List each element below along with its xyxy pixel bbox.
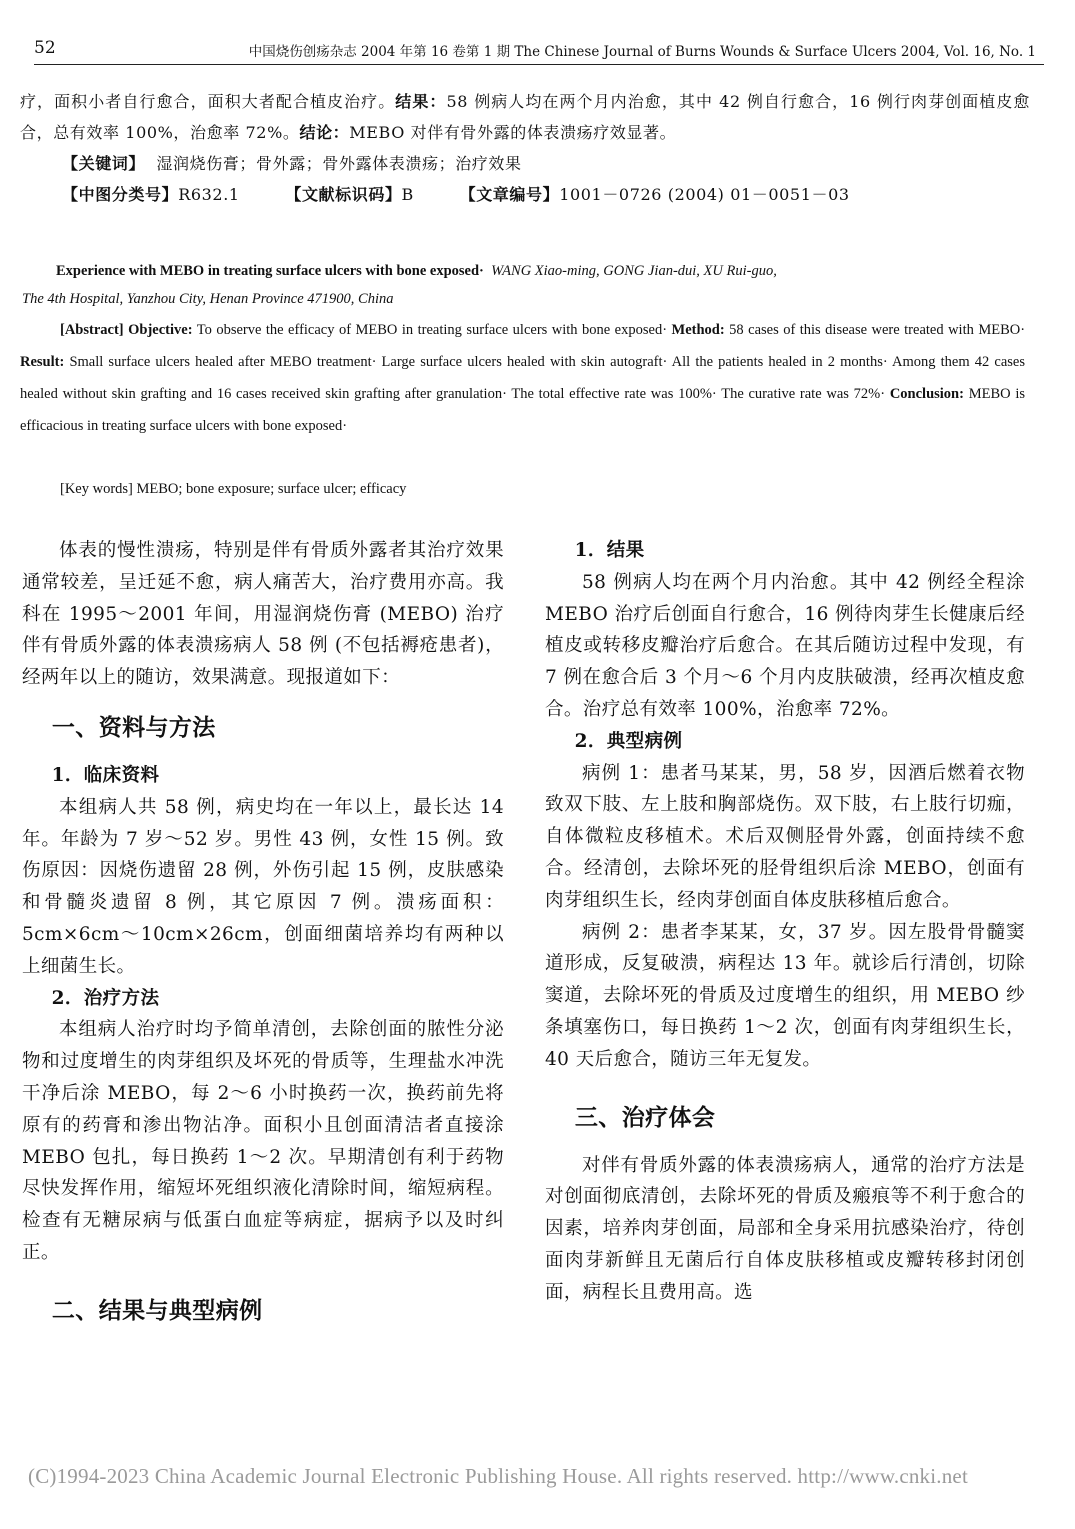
affiliation: The 4th Hospital, Yanzhou City, Henan Province 471900, China bbox=[22, 291, 394, 307]
right-column bbox=[545, 535, 1025, 1309]
english-keywords: [Key words] MEBO; bone exposure; surface ulcer; efficacy bbox=[60, 481, 407, 497]
intro-paragraph: 体表的慢性溃疡，特别是伴有骨质外露者其治疗效果通常较差，呈迁延不愈，病人痛苦大，治疗费用亦高。我科在 1995～2001 年间，用湿润烧伤膏 (MEBO) 治疗伴有骨质外露的体表溃疡病人 58 例 (不包括褥疮患者)，经两年以上的随访，效果满意。现报道如下： bbox=[22, 540, 504, 689]
subsection-results: 1．结果 bbox=[574, 540, 645, 561]
page-number: 52 bbox=[34, 38, 56, 58]
subsection-clinical-data: 1．临床资料 bbox=[51, 764, 160, 786]
clinical-data-paragraph: 本组病人共 58 例，病史均在一年以上，最长达 14 年。年龄为 7 岁～52 岁。男性 43 例，女性 15 例。致伤原因：因烧伤遗留 28 例，外伤引起 15 例，皮肤感染和骨髓炎遗留 8 例，其它原因 7 例。溃疡面积：5cm×6cm～10cm×26cm，创面细菌培养均有两种以上细菌生长。 bbox=[22, 796, 504, 977]
case-1-paragraph: 病例 1：患者马某某，男，58 岁，因酒后燃着衣物致双下肢、左上肢和胸部烧伤。双下肢，右上肢行切痂，自体微粒皮移植术。术后双侧胫骨外露，创面持续不愈合。经清创，去除坏死的胫骨组织后涂 MEBO，创面有肉芽组织生长，经肉芽创面自体皮肤移植后愈合。 bbox=[545, 762, 1025, 911]
conclusion-label: 结论： bbox=[299, 123, 350, 142]
section-3-heading: 三、治疗体会 bbox=[574, 1103, 716, 1131]
section-2-heading: 二、结果与典型病例 bbox=[51, 1296, 263, 1324]
left-column bbox=[22, 535, 504, 1343]
subsection-treatment: 2．治疗方法 bbox=[51, 987, 160, 1009]
chinese-abstract bbox=[20, 86, 1030, 210]
section-1-heading: 一、资料与方法 bbox=[51, 713, 216, 741]
english-title: Experience with MEBO in treating surface ulcers with bone exposed· WANG Xiao-ming, GONG Jian-dui, XU Rui-guo, bbox=[56, 263, 777, 279]
chinese-abstract-text: 疗，面积小者自行愈合，面积大者配合植皮治疗。结果：58 例病人均在两个月内治愈，其中 42 例自行愈合，16 例行肉芽创面植皮愈合，总有效率 100%，治愈率 72%。结论：MEBO 对伴有骨外露的体表溃疡疗效显著。 bbox=[20, 92, 1030, 142]
english-abstract: [Abstract] Objective: To observe the efficacy of MEBO in treating surface ulcers with bone exposed· Method: 58 cases of this disease were treated with MEBO· Result: Small surface ulcers healed after MEBO treatment· Large surface ulcers healed with skin autograft· All the patients healed in 2 months· Among them 42 cases healed without skin grafting and 16 cases received skin grafting after granulation· The total effective rate was 100%· The curative rate was 72%· Conclusion: MEBO is efficacious in treating surface ulcers with bone exposed· bbox=[20, 322, 1026, 434]
journal-citation: 中国烧伤创疡杂志 2004 年第 16 卷第 1 期 The Chinese Journal of Burns Wounds & Surface Ulcers 2004, Vol. 16, No. 1 bbox=[248, 44, 1036, 60]
treatment-paragraph: 本组病人治疗时均予简单清创，去除创面的脓性分泌物和过度增生的肉芽组织及坏死的骨质等，生理盐水冲洗干净后涂 MEBO，每 2～6 小时换药一次，换药前先将原有的药膏和渗出物沾净。面积小且创面清洁者直接涂 MEBO 包扎，每日换药 1～2 次。早期清创有利于药物尽快发挥作用，缩短坏死组织液化清除时间，缩短病程。检查有无糖尿病与低蛋白血症等病症，据病予以及时纠正。 bbox=[22, 1019, 504, 1263]
running-header bbox=[34, 38, 1044, 65]
discussion-paragraph: 对伴有骨质外露的体表溃疡病人，通常的治疗方法是对创面彻底清创，去除坏死的骨质及瘢痕等不利于愈合的因素，培养肉芽创面，局部和全身采用抗感染治疗，待创面肉芽新鲜且无菌后行自体皮肤移植或皮瓣转移封闭创面，病程长且费用高。选 bbox=[545, 1154, 1025, 1303]
results-paragraph: 58 例病人均在两个月内治愈。其中 42 例经全程涂 MEBO 治疗后创面自行愈合，16 例待肉芽生长健康后经植皮或转移皮瓣治疗后愈合。在其后随访过程中发现，有 7 例在愈合后 3 个月～6 个月内皮肤破溃，经再次植皮愈合。治疗总有效率 100%，治愈率 72%。 bbox=[545, 571, 1025, 720]
authors: WANG Xiao-ming, GONG Jian-dui, XU Rui-guo, bbox=[491, 263, 777, 279]
subsection-typical-cases: 2．典型病例 bbox=[574, 730, 683, 752]
result-label: 结果： bbox=[395, 92, 447, 111]
keywords-row: 【关键词】 湿润烧伤膏；骨外露；骨外露体表溃疡；治疗效果 bbox=[62, 154, 522, 173]
copyright-watermark: (C)1994-2023 China Academic Journal Electronic Publishing House. All rights reserved. http://www.cnki.net bbox=[28, 1464, 968, 1488]
classification-row: 【中图分类号】R632.1 【文献标识码】B 【文章编号】1001－0726 (2004) 01－0051－03 bbox=[62, 185, 850, 204]
case-2-paragraph: 病例 2：患者李某某，女，37 岁。因左股骨骨髓窦道形成，反复破溃，病程达 13 年。就诊后行清创，切除窦道，去除坏死的骨质及过度增生的组织，用 MEBO 纱条填塞伤口，每日换药 1～2 次，创面有肉芽组织生长，40 天后愈合，随访三年无复发。 bbox=[545, 921, 1025, 1070]
